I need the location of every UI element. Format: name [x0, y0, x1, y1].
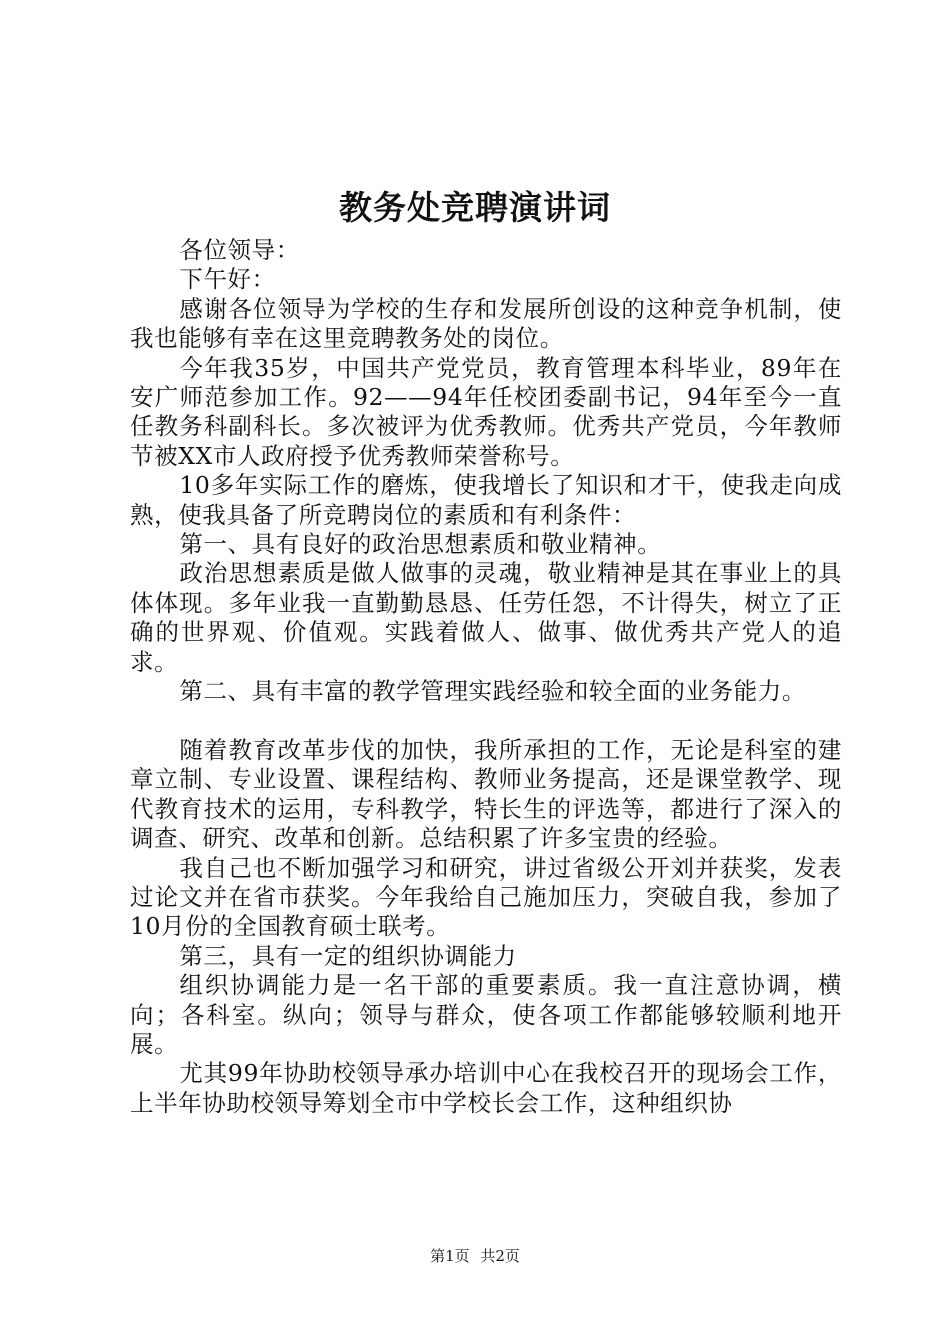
paragraph-heading-third: 第三，具有一定的组织协调能力 [179, 941, 517, 970]
paragraph-heading-second: 第二、具有丰富的教学管理实践经验和较全面的业务能力。 [179, 677, 806, 706]
paragraph-study: 我自己也不断加强学习和研究，讲过省级公开刘并获奖，发表过论文并在省市获奖。今年我给自己施加压力，突破自我，参加了10月份的全国教育硕士联考。 [130, 853, 842, 941]
paragraph-thanks: 感谢各位领导为学校的生存和发展所创设的这种竞争机制，使我也能够有幸在这里竞聘教务处的岗位。 [130, 294, 842, 353]
paragraph-salutation: 各位领导： [179, 236, 300, 264]
page-number-footer: 第1页 共2页 [430, 1247, 520, 1265]
document-body [130, 236, 842, 1118]
paragraph-political: 政治思想素质是做人做事的灵魂，敬业精神是其在事业上的具体体现。多年业我一直勤勤恳恳、任劳任怨，不计得失，树立了正确的世界观、价值观。实践着做人、做事、做优秀共产党人的追求。 [130, 559, 842, 676]
paragraph-experience: 10多年实际工作的磨炼，使我增长了知识和才干，使我走向成熟，使我具备了所竞聘岗位的素质和有利条件： [130, 471, 842, 529]
document-title: 教务处竞聘演讲词 [339, 188, 611, 227]
paragraph-background: 今年我35岁，中国共产党党员，教育管理本科毕业，89年在安广师范参加工作。92——94年任校团委副书记，94年至今一直任教务科副科长。多次被评为优秀教师。优秀共产党员，今年教师节被XX市人政府授予优秀教师荣誉称号。 [130, 353, 842, 470]
paragraph-spacer [130, 707, 842, 736]
paragraph-coordination: 组织协调能力是一名干部的重要素质。我一直注意协调，横向；各科室。纵向；领导与群众，使各项工作都能够较顺利地开展。 [130, 971, 842, 1058]
paragraph-heading-first: 第一、具有良好的政治思想素质和敬业精神。 [179, 530, 662, 559]
paragraph-events: 尤其99年协助校领导承办培训中心在我校召开的现场会工作，上半年协助校领导筹划全市中学校长会工作，这种组织协 [130, 1059, 842, 1117]
paragraph-greeting: 下午好： [179, 265, 276, 294]
paragraph-reform: 随着教育改革步伐的加快，我所承担的工作，无论是科室的建章立制、专业设置、课程结构、教师业务提高，还是课堂教学、现代教育技术的运用，专科教学，特长生的评选等，都进行了深入的调查、研究、改革和创新。总结积累了许多宝贵的经验。 [130, 735, 842, 853]
